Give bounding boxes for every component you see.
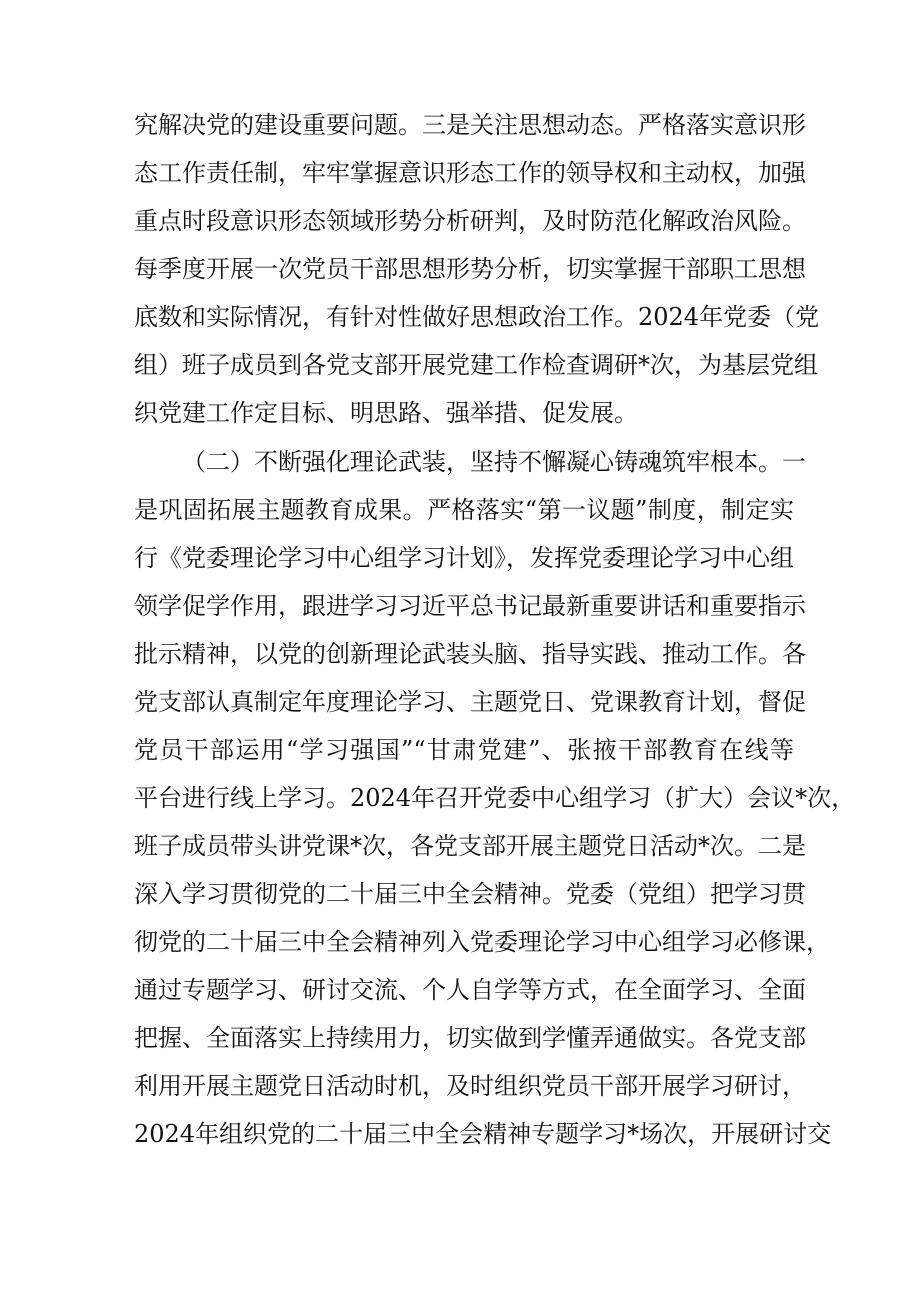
paragraph-end-line: 织党建工作定目标、明思路、强举措、促发展。 [134,399,638,427]
text-line: 领学促学作用，跟进学习习近平总书记最新重要讲话和重要指示 [134,592,806,620]
text-line: 班子成员带头讲党课*次，各党支部开展主题党日活动*次。二是 [134,832,806,860]
text-line: 每季度开展一次党员干部思想形势分析，切实掌握干部职工思想 [134,255,806,283]
text-line: 利用开展主题党日活动时机，及时组织党员干部开展学习研讨， [134,1072,806,1100]
text-line: 把握、全面落实上持续用力，切实做到学懂弄通做实。各党支部 [134,1024,806,1052]
text-line: 2024年组织党的二十届三中全会精神专题学习*场次，开展研讨交 [134,1120,832,1148]
text-line: 底数和实际情况，有针对性做好思想政治工作。2024年党委（党 [134,303,820,331]
text-line: 组）班子成员到各党支部开展党建工作检查调研*次，为基层党组 [134,351,818,379]
text-line: 深入学习贯彻党的二十届三中全会精神。党委（党组）把学习贯 [134,880,806,908]
section-heading-line: （二）不断强化理论武装，坚持不懈凝心铸魂筑牢根本。一 [182,448,806,476]
text-line: 究解决党的建设重要问题。三是关注思想动态。严格落实意识形 [134,111,806,139]
text-line: 平台进行线上学习。2024年召开党委中心组学习（扩大）会议*次， [134,784,856,812]
text-line: 彻党的二十届三中全会精神列入党委理论学习中心组学习必修课， [134,928,830,956]
text-line: 态工作责任制，牢牢掌握意识形态工作的领导权和主动权，加强 [134,159,806,187]
text-line: 是巩固拓展主题教育成果。严格落实“第一议题”制度，制定实 [134,496,794,524]
text-line: 党员干部运用“学习强国”“甘肃党建”、张掖干部教育在线等 [134,736,794,764]
text-line: 通过专题学习、研讨交流、个人自学等方式，在全面学习、全面 [134,976,806,1004]
text-line: 行《党委理论学习中心组学习计划》，发挥党委理论学习中心组 [134,544,794,572]
text-line: 党支部认真制定年度理论学习、主题党日、党课教育计划，督促 [134,688,806,716]
text-line: 重点时段意识形态领域形势分析研判，及时防范化解政治风险。 [134,207,806,235]
text-line: 批示精神，以党的创新理论武装头脑、指导实践、推动工作。各 [134,640,806,668]
